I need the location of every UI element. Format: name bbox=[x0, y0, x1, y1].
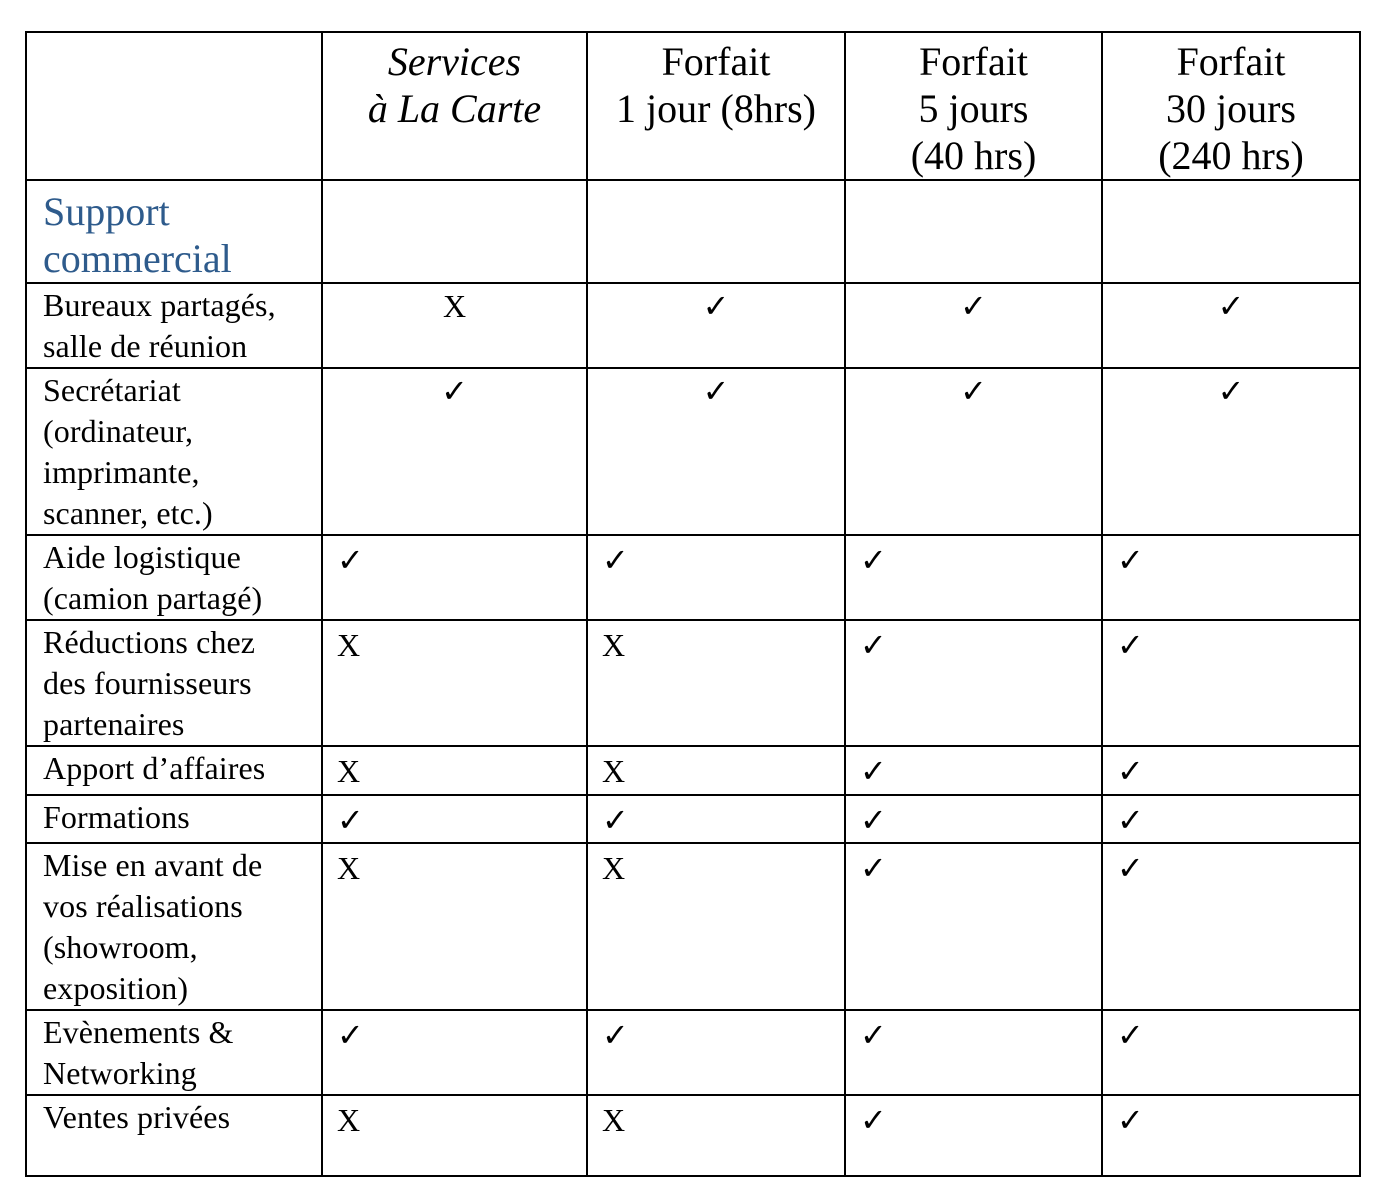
value-cell bbox=[322, 620, 587, 746]
x-mark-icon: X bbox=[337, 627, 361, 663]
row-label-line: Réductions chez bbox=[43, 624, 256, 660]
row-label bbox=[26, 1095, 322, 1176]
value-cell bbox=[322, 746, 587, 795]
row-label-line: Ventes privées bbox=[43, 1099, 231, 1135]
row-label-line: Networking bbox=[43, 1055, 197, 1091]
checkmark-icon: ✓ bbox=[337, 1016, 364, 1054]
header-line: 1 jour (8hrs) bbox=[616, 86, 816, 131]
checkmark-icon: ✓ bbox=[1117, 541, 1144, 579]
x-mark-icon: X bbox=[337, 753, 361, 789]
checkmark-icon: ✓ bbox=[860, 1016, 887, 1054]
value-cell bbox=[1102, 843, 1360, 1010]
x-mark-icon: X bbox=[337, 1102, 361, 1138]
value-cell bbox=[322, 368, 587, 535]
value-cell bbox=[1102, 1010, 1360, 1095]
value-cell bbox=[845, 620, 1102, 746]
table-row bbox=[26, 1010, 1360, 1095]
value-cell bbox=[1102, 283, 1360, 368]
value-cell bbox=[322, 1095, 587, 1176]
header-line: Forfait bbox=[919, 39, 1028, 84]
value-cell bbox=[322, 535, 587, 620]
table-row bbox=[26, 1095, 1360, 1176]
table-row bbox=[26, 843, 1360, 1010]
value-cell bbox=[845, 1095, 1102, 1176]
value-cell bbox=[587, 1010, 845, 1095]
checkmark-icon: ✓ bbox=[602, 1016, 629, 1054]
empty-cell bbox=[845, 180, 1102, 283]
table-row bbox=[26, 535, 1360, 620]
table-row bbox=[26, 620, 1360, 746]
x-mark-icon: X bbox=[602, 850, 626, 886]
pricing-comparison-table bbox=[25, 31, 1361, 1177]
checkmark-icon: ✓ bbox=[602, 801, 629, 839]
checkmark-icon: ✓ bbox=[960, 372, 987, 410]
header-row bbox=[26, 32, 1360, 180]
row-label bbox=[26, 620, 322, 746]
row-label bbox=[26, 368, 322, 535]
row-label-line: Bureaux partagés, bbox=[43, 287, 276, 323]
row-label-line: Evènements & bbox=[43, 1014, 234, 1050]
value-cell bbox=[845, 746, 1102, 795]
value-cell bbox=[1102, 1095, 1360, 1176]
value-cell bbox=[587, 746, 845, 795]
row-label-line: Secrétariat bbox=[43, 372, 181, 408]
checkmark-icon: ✓ bbox=[860, 849, 887, 887]
value-cell bbox=[322, 843, 587, 1010]
value-cell bbox=[845, 795, 1102, 843]
table-row bbox=[26, 368, 1360, 535]
table-row bbox=[26, 795, 1360, 843]
row-label bbox=[26, 535, 322, 620]
value-cell bbox=[322, 283, 587, 368]
row-label-line: Apport d’affaires bbox=[43, 750, 266, 786]
header-line: Services bbox=[387, 39, 522, 84]
x-mark-icon: X bbox=[602, 627, 626, 663]
row-label-line: scanner, etc.) bbox=[43, 495, 213, 531]
header-forfait-30-jours bbox=[1102, 32, 1360, 180]
checkmark-icon: ✓ bbox=[1117, 1101, 1144, 1139]
table-row bbox=[26, 283, 1360, 368]
header-a-la-carte bbox=[322, 32, 587, 180]
header-line: (40 hrs) bbox=[910, 133, 1037, 178]
value-cell bbox=[1102, 368, 1360, 535]
checkmark-icon: ✓ bbox=[860, 1101, 887, 1139]
header-line: 30 jours bbox=[1166, 86, 1296, 131]
header-line: 5 jours bbox=[918, 86, 1029, 131]
value-cell bbox=[845, 1010, 1102, 1095]
row-label bbox=[26, 746, 322, 795]
checkmark-icon: ✓ bbox=[1117, 1016, 1144, 1054]
empty-cell bbox=[587, 180, 845, 283]
checkmark-icon: ✓ bbox=[441, 372, 468, 410]
row-label bbox=[26, 795, 322, 843]
row-label-line: (showroom, bbox=[43, 929, 198, 965]
row-label bbox=[26, 843, 322, 1010]
row-label-line: vos réalisations bbox=[43, 888, 243, 924]
row-label-line: Formations bbox=[43, 799, 190, 835]
checkmark-icon: ✓ bbox=[860, 541, 887, 579]
value-cell bbox=[322, 795, 587, 843]
x-mark-icon: X bbox=[602, 753, 626, 789]
checkmark-icon: ✓ bbox=[702, 372, 730, 410]
header-line: (240 hrs) bbox=[1158, 133, 1304, 178]
section-title-line: Support bbox=[43, 189, 170, 234]
value-cell bbox=[1102, 620, 1360, 746]
section-row bbox=[26, 180, 1360, 283]
row-label bbox=[26, 1010, 322, 1095]
checkmark-icon: ✓ bbox=[860, 801, 887, 839]
value-cell bbox=[587, 1095, 845, 1176]
row-label-line: Mise en avant de bbox=[43, 847, 263, 883]
checkmark-icon: ✓ bbox=[1117, 626, 1144, 664]
empty-cell bbox=[1102, 180, 1360, 283]
header-forfait-1-jour bbox=[587, 32, 845, 180]
checkmark-icon: ✓ bbox=[860, 626, 887, 664]
checkmark-icon: ✓ bbox=[1117, 801, 1144, 839]
row-label-line: imprimante, bbox=[43, 454, 200, 490]
checkmark-icon: ✓ bbox=[602, 541, 629, 579]
row-label bbox=[26, 283, 322, 368]
value-cell bbox=[587, 283, 845, 368]
checkmark-icon: ✓ bbox=[1117, 849, 1144, 887]
value-cell bbox=[845, 283, 1102, 368]
value-cell bbox=[587, 535, 845, 620]
row-label-line: partenaires bbox=[43, 706, 185, 742]
header-line: à La Carte bbox=[367, 86, 542, 131]
row-label-line: (ordinateur, bbox=[43, 413, 194, 449]
empty-cell bbox=[322, 180, 587, 283]
header-forfait-5-jours bbox=[845, 32, 1102, 180]
value-cell bbox=[587, 795, 845, 843]
section-title bbox=[26, 180, 322, 283]
value-cell bbox=[1102, 795, 1360, 843]
x-mark-icon: X bbox=[337, 850, 361, 886]
value-cell bbox=[587, 368, 845, 535]
value-cell bbox=[587, 620, 845, 746]
checkmark-icon: ✓ bbox=[1217, 287, 1245, 325]
x-mark-icon: X bbox=[442, 288, 467, 324]
checkmark-icon: ✓ bbox=[337, 541, 364, 579]
checkmark-icon: ✓ bbox=[702, 287, 730, 325]
checkmark-icon: ✓ bbox=[1117, 752, 1144, 790]
value-cell bbox=[1102, 535, 1360, 620]
row-label-line: Aide logistique bbox=[43, 539, 241, 575]
table-row bbox=[26, 746, 1360, 795]
header-empty-cell bbox=[26, 32, 322, 180]
value-cell bbox=[845, 535, 1102, 620]
row-label-line: salle de réunion bbox=[43, 328, 248, 364]
row-label-line: exposition) bbox=[43, 970, 189, 1006]
x-mark-icon: X bbox=[602, 1102, 626, 1138]
value-cell bbox=[587, 843, 845, 1010]
row-label-line: (camion partagé) bbox=[43, 580, 263, 616]
checkmark-icon: ✓ bbox=[960, 287, 987, 325]
checkmark-icon: ✓ bbox=[337, 801, 364, 839]
header-line: Forfait bbox=[1176, 39, 1286, 84]
checkmark-icon: ✓ bbox=[1217, 372, 1245, 410]
checkmark-icon: ✓ bbox=[860, 752, 887, 790]
value-cell bbox=[1102, 746, 1360, 795]
value-cell bbox=[322, 1010, 587, 1095]
value-cell bbox=[845, 368, 1102, 535]
section-title-line: commercial bbox=[43, 236, 232, 281]
row-label-line: des fournisseurs bbox=[43, 665, 252, 701]
header-line: Forfait bbox=[661, 39, 771, 84]
value-cell bbox=[845, 843, 1102, 1010]
